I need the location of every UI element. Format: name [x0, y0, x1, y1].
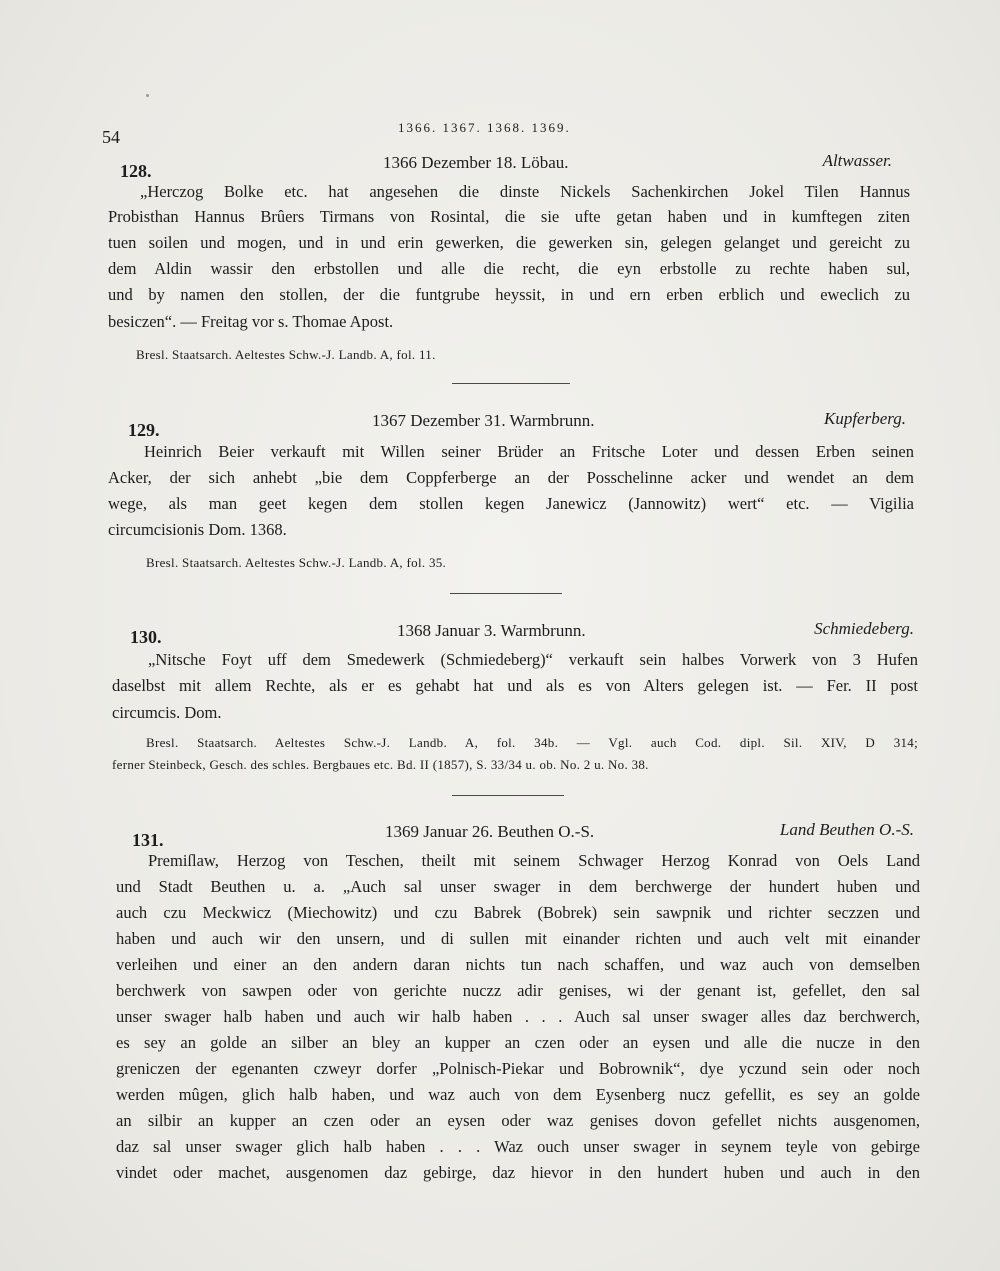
- separator-rule: [452, 383, 570, 384]
- source-citation: Bresl. Staatsarch. Aeltestes Schw.-J. Landb. A, fol. 34b. — Vgl. auch Cod. dipl. Sil. XIV, D 314;: [146, 735, 918, 750]
- entry-date: 1369 Januar 26. Beuthen O.-S.: [385, 822, 595, 841]
- entry-date: 1366 Dezember 18. Löbau.: [383, 153, 569, 172]
- entry-place: Land Beuthen O.-S.: [779, 820, 914, 839]
- text-line: „Herczog Bolke etc. hat angesehen die dinste Nickels Sachenkirchen Jokel Tilen Hannus: [140, 182, 910, 201]
- entry-place: Altwasser.: [822, 151, 892, 170]
- text-line: unser swager halb haben und auch wir halb haben . . . Auch sal unser swager alles daz berchwerch,: [116, 1007, 920, 1026]
- text-line: Probisthan Hannus Brûers Tirmans von Rosintal, die sie ufte getan haben und in kumftegen ziten: [108, 207, 910, 226]
- entry-date: 1367 Dezember 31. Warmbrunn.: [372, 411, 595, 430]
- entry-number: 128.: [120, 161, 152, 181]
- running-head: 1366. 1367. 1368. 1369.: [398, 120, 571, 135]
- text-line: Acker, der sich anhebt „bie dem Coppferberge an der Posschelinne acker und wendet an dem: [108, 468, 914, 487]
- text-line: wege, als man geet kegen dem stollen kegen Janewicz (Jannowitz) wert“ etc. — Vigilia: [108, 494, 914, 513]
- text-line: greniczen der egenanten czweyr dorfer „Polnisch-Piekar und Bobrownik“, dye yczund sein oder noch: [116, 1059, 920, 1078]
- text-line: circumcisionis Dom. 1368.: [108, 520, 287, 539]
- text-line: Heinrich Beier verkauft mit Willen seiner Brüder an Fritsche Loter und dessen Erben seinen: [144, 442, 914, 461]
- text-line: und Stadt Beuthen u. a. „Auch sal unser swager in dem berchwerge der hundert huben und: [116, 877, 920, 896]
- text-line: haben und auch wir den unsern, und di sullen mit einander richten und auch velt mit einander: [116, 929, 920, 948]
- entry-date: 1368 Januar 3. Warmbrunn.: [397, 621, 586, 640]
- text-line: es sey an golde an silber an bley an kupper an czen oder an eysen und alle die nucze in den: [116, 1033, 920, 1052]
- entry-place: Schmiedeberg.: [814, 619, 914, 638]
- separator-rule: [450, 593, 562, 594]
- text-line: werden mûgen, glich halb haben, und waz auch von dem Eysenberg nucz gefellit, es sey an golde: [116, 1085, 920, 1104]
- text-line: daselbst mit allem Rechte, als er es gehabt hat und als es von Alters gelegen ist. — Fer. II post: [112, 676, 918, 695]
- print-speck: [146, 94, 149, 97]
- entry-place: Kupferberg.: [823, 409, 906, 428]
- entry-number: 131.: [132, 830, 164, 850]
- text-line: und by namen den stollen, der die funtgrube heyssit, in und ern erben erblich und eweclich zu: [108, 285, 910, 304]
- entry-number: 130.: [130, 627, 162, 647]
- text-line: verleihen und einer an den andern daran nichts tun nach schaffen, und waz auch von demselben: [116, 955, 920, 974]
- separator-rule: [452, 795, 564, 796]
- text-line: daz sal unser swager glich halb haben . . . Waz ouch unser swager in seynem teyle von gebirge: [116, 1137, 920, 1156]
- source-citation: Bresl. Staatsarch. Aeltestes Schw.-J. Landb. A, fol. 35.: [146, 555, 447, 570]
- text-line: circumcis. Dom.: [112, 703, 222, 722]
- text-line: berchwerk von sawpen oder von gerichte nuczz adir genises, wi der genant ist, gefellet, den sal: [116, 981, 920, 1000]
- text-line: tuen soilen und mogen, und in und erin gewerken, die gewerken sin, gelegen gelanget und gereicht zu: [108, 233, 910, 252]
- page-number: 54: [102, 127, 120, 147]
- text-line: Premiſlaw, Herzog von Teschen, theilt mit seinem Schwager Herzog Konrad von Oels Land: [148, 851, 920, 870]
- text-line: an silbir an kupper an czen oder an eysen oder waz genises dovon gefellet nichts ausgenomen,: [116, 1111, 920, 1130]
- entry-number: 129.: [128, 420, 160, 440]
- source-citation: ferner Steinbeck, Gesch. des schles. Bergbaues etc. Bd. II (1857), S. 33/34 u. ob. No. 2 u. No. 38.: [112, 757, 649, 772]
- text-line: auch czu Meckwicz (Miechowitz) und czu Babrek (Bobrek) sein sawpnik und richter seczzen und: [116, 903, 920, 922]
- text-line: vindet oder machet, ausgenomen daz gebirge, daz hievor in den hundert huben und auch in den: [116, 1163, 920, 1182]
- source-citation: Bresl. Staatsarch. Aeltestes Schw.-J. Landb. A, fol. 11.: [136, 347, 436, 362]
- text-line: „Nitsche Foyt uff dem Smedewerk (Schmiedeberg)“ verkauft sein halbes Vorwerk von 3 Hufen: [148, 650, 918, 669]
- text-line: dem Aldin wassir den erbstollen und alle die recht, die eyn erbstolle zu rechte haben sul,: [108, 259, 910, 278]
- text-line: besiczen“. — Freitag vor s. Thomae Apost.: [108, 312, 394, 331]
